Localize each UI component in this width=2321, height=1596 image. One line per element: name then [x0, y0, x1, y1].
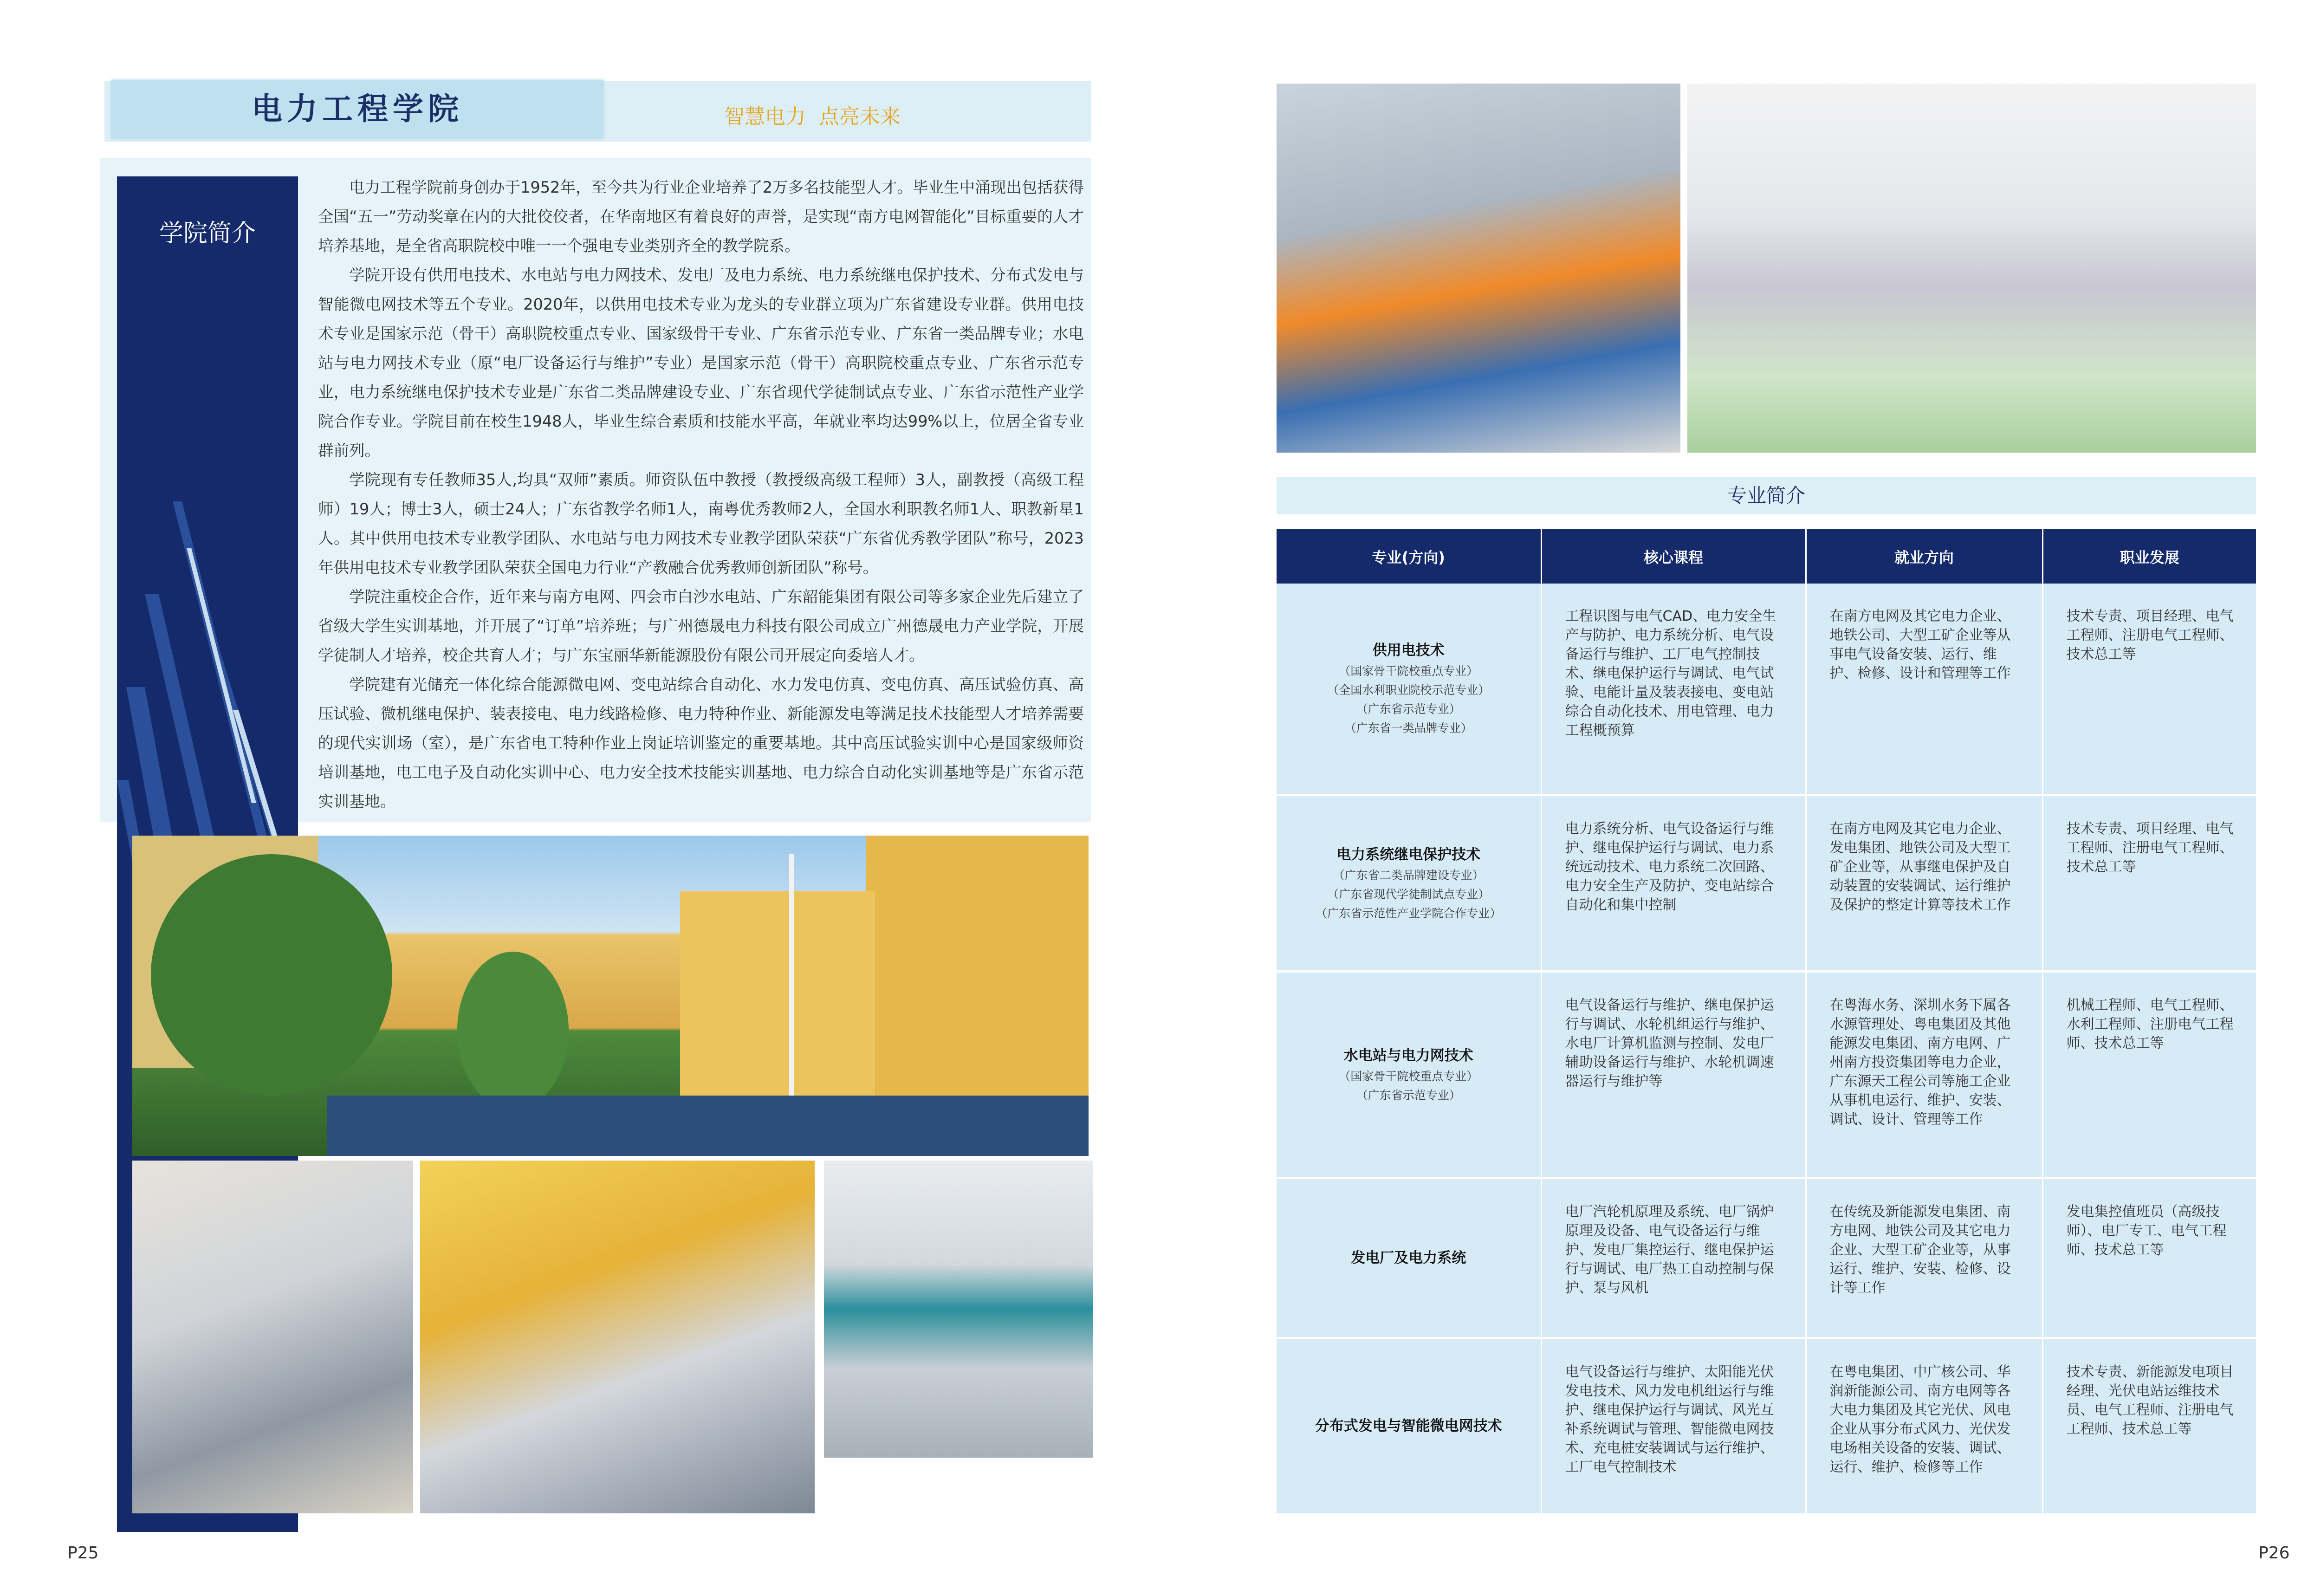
table-row — [1277, 795, 2256, 971]
courses-cell: 工程识图与电气CAD、电力安全生产与防护、电力系统分析、电气设备运行与维护、工厂电气控制技术、继电保护运行与调试、电气试验、电能计量及装表接电、变电站综合自动化技术、用电管理、电力工程概预算 — [1541, 584, 1806, 795]
career-cell: 技术专责、项目经理、电气工程师、注册电气工程师、技术总工等 — [2042, 584, 2256, 795]
major-note: （广东省示范专业） — [1356, 702, 1461, 716]
intro-text — [318, 173, 1084, 816]
courses-cell: 电厂汽轮机原理及系统、电厂锅炉原理及设备、电气设备运行与维护、发电厂集控运行、继电保护运行与调试、电厂热工自动控制与保护、泵与风机 — [1541, 1178, 1806, 1338]
header-career: 职业发展 — [2042, 529, 2256, 584]
lab-photo-students — [420, 1161, 815, 1513]
major-cell — [1277, 584, 1541, 795]
table-header-row — [1277, 529, 2256, 584]
major-note: （国家骨干院校重点专业） — [1339, 664, 1478, 678]
page-number-right: P26 — [2258, 1544, 2290, 1563]
major-name: 供用电技术 — [1372, 642, 1445, 659]
slogan: 智慧电力 点亮未来 — [724, 105, 901, 129]
major-note: （全国水利职业院校示范专业） — [1327, 683, 1490, 697]
header-employment: 就业方向 — [1806, 529, 2042, 584]
intro-paragraph: 电力工程学院前身创办于1952年，至今共为行业企业培养了2万多名技能型人才。毕业生中涌现出包括获得全国“五一”劳动奖章在内的大批佼佼者，在华南地区有着良好的声誉，是实现“南方电网智能化”目标重要的人才培养基地，是全省高职院校中唯一一个强电专业类别齐全的教学院系。 — [318, 178, 1084, 255]
employment-cell: 在南方电网及其它电力企业、地铁公司、大型工矿企业等从事电气设备安装、运行、维护、检修、设计和管理等工作 — [1806, 584, 2042, 795]
page-number-left: P25 — [67, 1544, 99, 1563]
courses-cell: 电气设备运行与维护、太阳能光伏发电技术、风力发电机组运行与维护、继电保护运行与调试、风光互补系统调试与管理、智能微电网技术、充电桩安装调试与运行维护、工厂电气控制技术 — [1541, 1338, 1806, 1514]
major-note: （广东省示范专业） — [1356, 1088, 1461, 1102]
career-cell: 机械工程师、电气工程师、水利工程师、注册电气工程师、技术总工等 — [2042, 971, 2256, 1178]
employment-cell: 在粤电集团、中广核公司、华润新能源公司、南方电网等各大电力集团及其它光伏、风电企业从事分布式风力、光伏发电场相关设备的安装、调试、运行、维护、检修等工作 — [1806, 1338, 2042, 1514]
table-row — [1277, 584, 2256, 795]
major-name: 分布式发电与智能微电网技术 — [1315, 1418, 1502, 1434]
career-cell: 技术专责、新能源发电项目经理、光伏电站运维技术员、电气工程师、注册电气工程师、技术总工等 — [2042, 1338, 2256, 1514]
table-row — [1277, 1338, 2256, 1514]
turbine-model-photo — [824, 1161, 1093, 1458]
training-photo-equipment — [1277, 84, 1680, 453]
intro-paragraph: 学院建有光储充一体化综合能源微电网、变电站综合自动化、水力发电仿真、变电仿真、高压试验仿真、高压试验、微机继电保护、装表接电、电力线路检修、电力特种作业、新能源发电等满足技术技能型人才培养需要的现代实训场（室），是广东省电工特种作业上岗证培训鉴定的重要基地。其中高压试验实训中心是国家级师资培训基地，电工电子及自动化实训中心、电力安全技术技能实训基地、电力综合自动化实训基地等是广东省示范实训基地。 — [318, 675, 1084, 811]
intro-paragraph: 学院现有专任教师35人,均具“双师”素质。师资队伍中教授（教授级高级工程师）3人，副教授（高级工程师）19人；博士3人，硕士24人；广东省教学名师1人，南粤优秀教师2人，全国水利职教名师1人、职教新星1人。其中供用电技术专业教学团队、水电站与电力网技术专业教学团队荣获“广东省优秀教学团队”称号，2023年供用电技术专业教学团队荣获全国电力行业“产教融合优秀教师创新团队”称号。 — [318, 471, 1084, 577]
header-major: 专业(方向) — [1277, 529, 1541, 584]
major-name: 发电厂及电力系统 — [1351, 1249, 1466, 1266]
major-note: （广东省示范性产业学院合作专业） — [1316, 906, 1502, 920]
major-cell — [1277, 971, 1541, 1178]
courses-cell: 电气设备运行与维护、继电保护运行与调试、水轮机组运行与维护、水电厂计算机监测与控制、发电厂辅助设备运行与维护、水轮机调速器运行与维护等 — [1541, 971, 1806, 1178]
intro-paragraph: 学院开设有供用电技术、水电站与电力网技术、发电厂及电力系统、电力系统继电保护技术、分布式发电与智能微电网技术等五个专业。2020年，以供用电技术专业为龙头的专业群立项为广东省建设专业群。供用电技术专业是国家示范（骨干）高职院校重点专业、国家级骨干专业、广东省示范专业、广东省一类品牌专业；水电站与电力网技术专业（原“电厂设备运行与维护”专业）是国家示范（骨干）高职院校重点专业、广东省示范专业，电力系统继电保护技术专业是广东省二类品牌建设专业、广东省现代学徒制试点专业、广东省示范性产业学院合作专业。学院目前在校生1948人，毕业生综合素质和技能水平高，年就业率均达99%以上，位居全省专业群前列。 — [318, 266, 1084, 460]
major-cell — [1277, 1178, 1541, 1338]
table-row — [1277, 1178, 2256, 1338]
employment-cell: 在粤海水务、深圳水务下属各水源管理处、粤电集团及其他能源发电集团、南方电网、广州南方投资集团等电力企业，广东源天工程公司等施工企业从事机电运行、维护、安装、调试、设计、管理等工作 — [1806, 971, 2042, 1178]
major-note: （广东省一类品牌专业） — [1344, 721, 1472, 735]
major-note: （国家骨干院校重点专业） — [1339, 1069, 1478, 1083]
intro-heading: 学院简介 — [159, 220, 256, 247]
career-cell: 技术专责、项目经理、电气工程师、注册电气工程师、技术总工等 — [2042, 795, 2256, 971]
employment-cell: 在传统及新能源发电集团、南方电网、地铁公司及其它电力企业、大型工矿企业等，从事运行、维护、安装、检修、设计等工作 — [1806, 1178, 2042, 1338]
header-courses: 核心课程 — [1541, 529, 1806, 584]
major-note: （广东省二类品牌建设专业） — [1333, 868, 1484, 882]
major-note: （广东省现代学徒制试点专业） — [1327, 887, 1490, 901]
training-photo-substation-model — [1687, 84, 2256, 453]
career-cell: 发电集控值班员（高级技师）、电厂专工、电气工程师、技术总工等 — [2042, 1178, 2256, 1338]
major-heading: 专业简介 — [1727, 484, 1805, 507]
campus-photo — [132, 836, 1089, 1156]
major-table — [1277, 529, 2256, 1516]
intro-paragraph: 学院注重校企合作，近年来与南方电网、四会市白沙水电站、广东韶能集团有限公司等多家企业先后建立了省级大学生实训基地，并开展了“订单”培养班；与广州德晟电力科技有限公司成立广州德晟电力产业学院，开展学徒制人才培养，校企共育人才；与广东宝丽华新能源股份有限公司开展定向委培人才。 — [318, 588, 1084, 664]
major-name: 电力系统继电保护技术 — [1336, 846, 1481, 863]
college-title: 电力工程学院 — [252, 91, 463, 127]
lab-photo-instructor — [132, 1161, 413, 1513]
employment-cell: 在南方电网及其它电力企业、发电集团、地铁公司及大型工矿企业等，从事继电保护及自动装置的安装调试、运行维护及保护的整定计算等技术工作 — [1806, 795, 2042, 971]
major-name: 水电站与电力网技术 — [1343, 1047, 1473, 1064]
major-cell — [1277, 795, 1541, 971]
campus-illustration — [132, 836, 1089, 1156]
major-cell — [1277, 1338, 1541, 1514]
table-row — [1277, 971, 2256, 1178]
courses-cell: 电力系统分析、电气设备运行与维护、继电保护运行与调试、电力系统远动技术、电力系统二次回路、电力安全生产及防护、变电站综合自动化和集中控制 — [1541, 795, 1806, 971]
